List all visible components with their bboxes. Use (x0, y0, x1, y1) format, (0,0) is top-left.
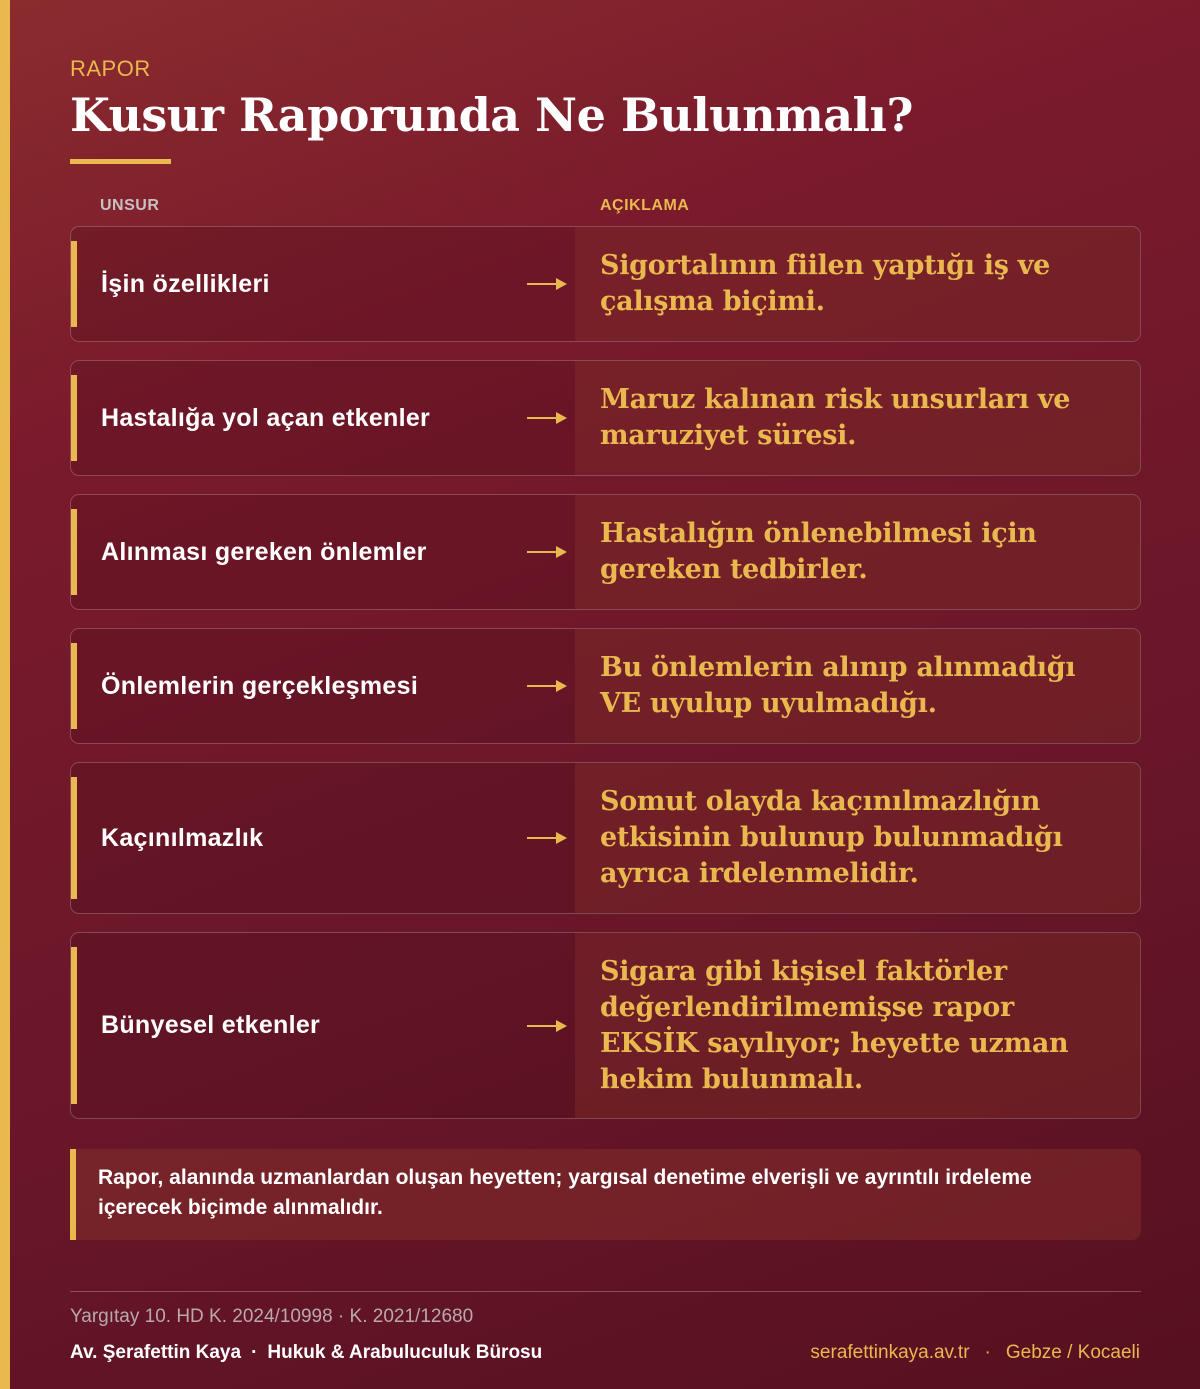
footer-divider (70, 1291, 1141, 1292)
row-description-box (575, 495, 1140, 609)
website-link[interactable]: serafettinkaya.av.tr (810, 1342, 970, 1363)
arrow-right-icon (527, 277, 567, 291)
row-accent (71, 375, 77, 461)
column-header-aciklama: AÇIKLAMA (600, 197, 690, 214)
arrow-right-icon (527, 831, 567, 845)
row-description-box (575, 361, 1140, 475)
row-description-box (575, 227, 1140, 341)
row-accent (71, 509, 77, 595)
court-citation: Yargıtay 10. HD K. 2024/10998 · K. 2021/12680 (70, 1306, 474, 1327)
column-header-unsur: UNSUR (100, 197, 160, 214)
row-accent (71, 777, 77, 899)
row-description-box (575, 763, 1140, 913)
row-label: İşin özellikleri (101, 269, 270, 298)
row-description: Somut olayda kaçınılmazlığın etkisinin bulunup bulunmadığı ayrıca irdelenmelidir. (600, 786, 1063, 889)
table-row (70, 226, 1141, 342)
table-row (70, 762, 1141, 914)
author-name: Av. Şerafettin Kaya (70, 1342, 242, 1363)
row-description-box (575, 629, 1140, 743)
row-description-box (575, 933, 1140, 1118)
author-separator: · (251, 1342, 258, 1363)
contact-separator: · (984, 1342, 991, 1363)
row-description: Bu önlemlerin alınıp alınmadığı VE uyulup uyulmadığı. (600, 652, 1076, 719)
author-firm: Hukuk & Arabuluculuk Bürosu (267, 1342, 543, 1363)
row-label: Önlemlerin gerçekleşmesi (101, 671, 419, 700)
table-row (70, 360, 1141, 476)
table-row (70, 494, 1141, 610)
arrow-right-icon (527, 1019, 567, 1033)
note-text: Rapor, alanında uzmanlardan oluşan heyetten; yargısal denetime elverişli ve ayrıntılı irdeleme içerecek biçimde alınmalıdır. (98, 1166, 1032, 1219)
summary-note (70, 1149, 1141, 1240)
row-accent (71, 241, 77, 327)
title-underline (70, 159, 171, 164)
table-row (70, 628, 1141, 744)
row-label: Bünyesel etkenler (101, 1011, 321, 1039)
contact-line (810, 1342, 1140, 1364)
row-accent (71, 643, 77, 729)
row-label: Alınması gereken önlemler (101, 537, 427, 566)
row-description: Sigortalının fiilen yaptığı iş ve çalışma biçimi. (600, 250, 1051, 317)
arrow-right-icon (527, 679, 567, 693)
row-description: Sigara gibi kişisel faktörler değerlendirilmemişse rapor EKSİK sayılıyor; heyette uzman hekim bulunmalı. (600, 955, 1069, 1095)
arrow-right-icon (527, 545, 567, 559)
author-line (70, 1342, 542, 1364)
row-accent (71, 947, 77, 1104)
row-label: Kaçınılmazlık (101, 823, 264, 852)
row-description: Hastalığın önlenebilmesi için gereken tedbirler. (600, 518, 1037, 585)
row-description: Maruz kalınan risk unsurları ve maruziyet süresi. (600, 384, 1071, 451)
eyebrow-label: RAPOR (70, 56, 151, 81)
arrow-right-icon (527, 411, 567, 425)
location-text: Gebze / Kocaeli (1005, 1342, 1140, 1363)
page-title: Kusur Raporunda Ne Bulunmalı? (70, 88, 913, 142)
row-label: Hastalığa yol açan etkenler (101, 403, 431, 432)
left-accent-bar (0, 0, 10, 1389)
table-row (70, 932, 1141, 1119)
note-accent (70, 1149, 76, 1240)
